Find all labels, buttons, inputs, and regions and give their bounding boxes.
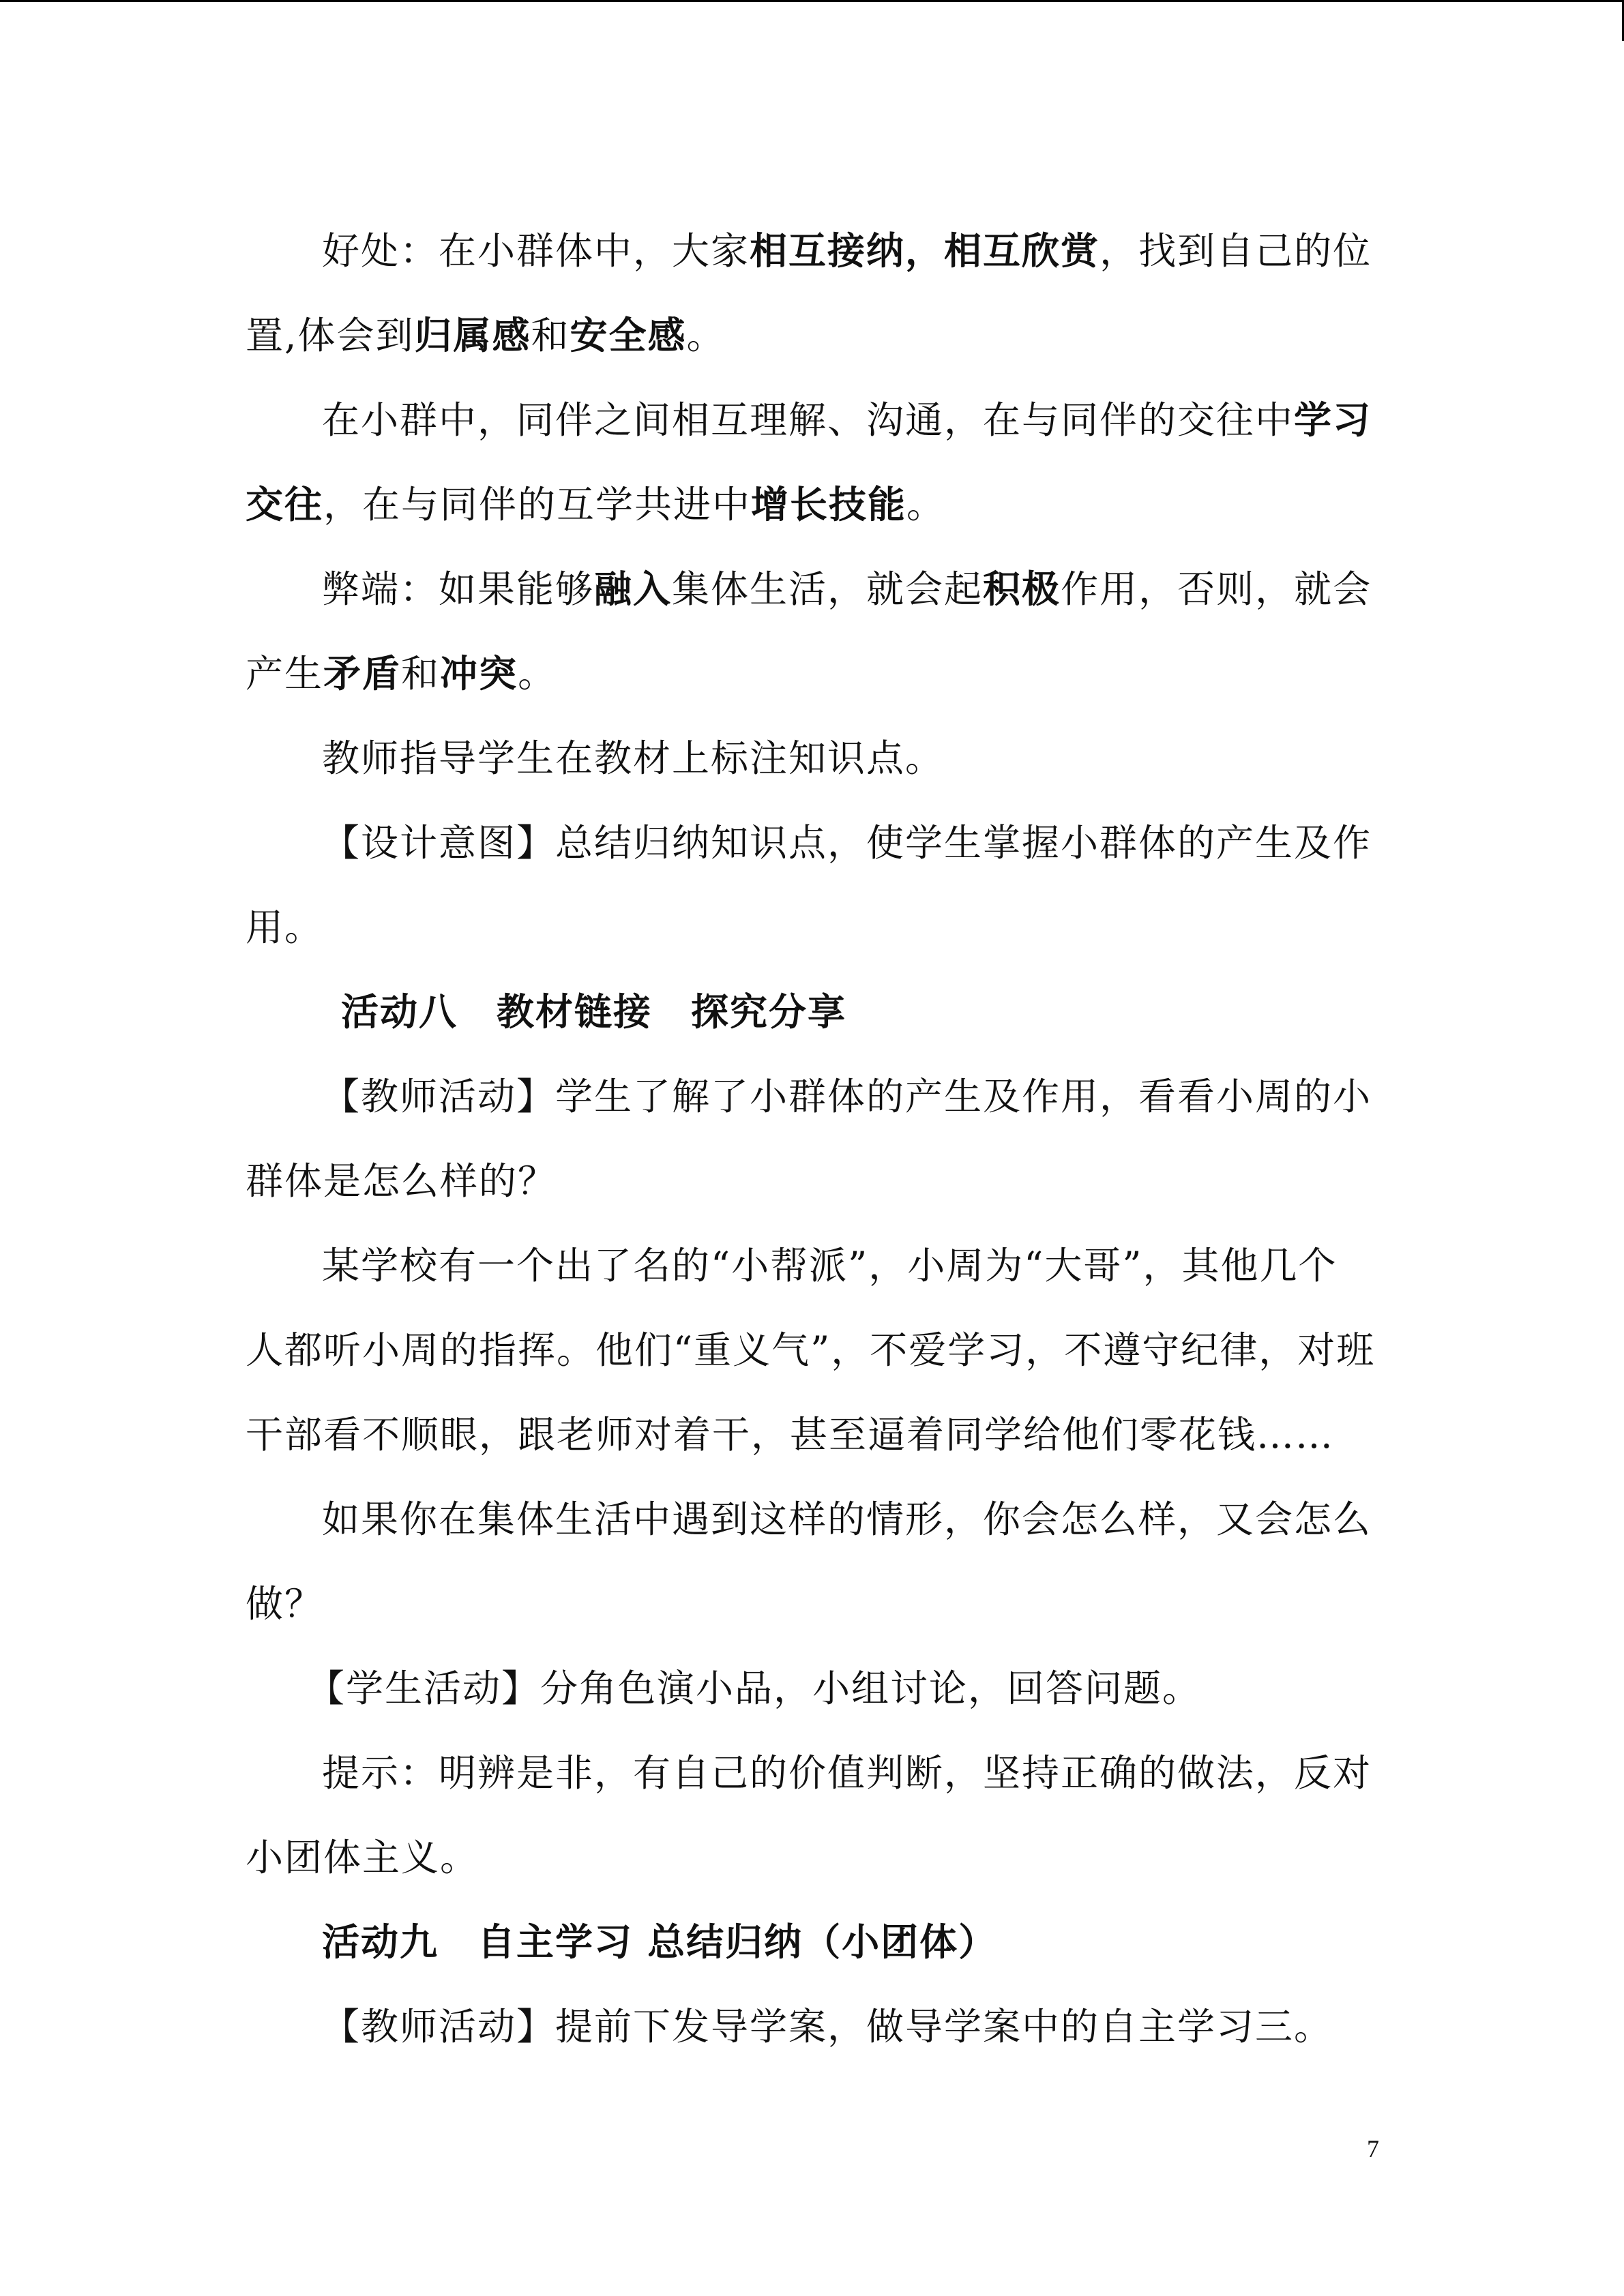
paragraph-hint-line2: 小团体主义。 <box>246 1836 479 1879</box>
bold-term: 安全感 <box>570 313 687 357</box>
text-run: 和 <box>401 652 441 696</box>
paragraph-design-intent-line2: 用。 <box>246 906 324 949</box>
text-run: 和 <box>531 314 570 357</box>
text-run: 作用，否则，就会 <box>1061 567 1372 611</box>
text-run: 置,体会到 <box>246 314 415 357</box>
bold-term: 增长技能 <box>751 482 907 526</box>
paragraph-case-line1: 某学校有一个出了名的“小帮派”，小周为“大哥”，其他几个 <box>322 1244 1338 1287</box>
heading-activity-9: 活动九 自主学习 总结归纳（小团体） <box>322 1920 998 1964</box>
paragraph-case-line2: 人都听小周的指挥。他们“重义气”，不爱学习，不遵守纪律，对班 <box>246 1328 1376 1372</box>
paragraph-peers-line1 <box>246 378 1378 462</box>
paragraph-teacher-guidance: 教师指导学生在教材上标注知识点。 <box>322 736 945 780</box>
bold-term: 积极 <box>983 567 1061 611</box>
bold-term: 交往 <box>246 482 324 526</box>
bold-term: 相互接纳 <box>750 228 906 273</box>
paragraph-benefits-line2 <box>246 293 1378 378</box>
text-run: 产生 <box>246 652 324 696</box>
text-run: ，在与同伴的互学共进中 <box>323 483 752 526</box>
paragraph-drawbacks-line2 <box>246 631 1378 716</box>
paragraph-teacher-activity-line1: 【教师活动】学生了解了小群体的产生及作用，看看小周的小 <box>322 1075 1372 1118</box>
text-run: 。 <box>906 483 946 526</box>
page-top-border <box>0 0 1624 2</box>
text-run: 集体生活，就会起 <box>672 567 984 611</box>
text-run: 弊端：如果能够 <box>322 567 595 611</box>
paragraph-question-line1: 如果你在集体生活中遇到这样的情形，你会怎么样，又会怎么 <box>322 1497 1372 1541</box>
heading-activity-8: 活动八 教材链接 探究分享 <box>341 989 847 1034</box>
bold-punct: ， <box>905 228 945 273</box>
paragraph-question-line2: 做？ <box>246 1582 324 1626</box>
paragraph-student-activity: 【学生活动】分角色演小品，小组讨论，回答问题。 <box>307 1667 1202 1710</box>
bold-term: 学习 <box>1294 398 1372 442</box>
bold-term: 融入 <box>594 567 673 611</box>
document-body <box>246 209 1378 2069</box>
paragraph-hint-line1: 提示：明辨是非，有自己的价值判断，坚持正确的做法，反对 <box>322 1751 1372 1795</box>
bold-term: 相互欣赏 <box>944 228 1100 273</box>
bold-term: 冲突 <box>440 651 518 696</box>
paragraph-design-intent-line1: 【设计意图】总结归纳知识点，使学生掌握小群体的产生及作 <box>322 821 1372 865</box>
text-run: 好处：在小群体中，大家 <box>322 229 750 273</box>
paragraph-drawbacks-line1 <box>246 547 1378 631</box>
paragraph-teacher-activity-2: 【教师活动】提前下发导学案，做导学案中的自主学习三。 <box>322 2005 1333 2048</box>
paragraph-teacher-activity-line2: 群体是怎么样的？ <box>246 1159 557 1203</box>
page-number: 7 <box>1367 2135 1379 2162</box>
paragraph-case-line3: 干部看不顺眼，跟老师对着干，甚至逼着同学给他们零花钱…… <box>246 1413 1335 1457</box>
paragraph-benefits-line1 <box>246 209 1378 293</box>
bold-term: 归属感 <box>414 313 531 357</box>
paragraph-peers-line2 <box>246 462 1378 547</box>
text-run: 。 <box>518 652 557 696</box>
text-run: 在小群中，同伴之间相互理解、沟通，在与同伴的交往中 <box>322 398 1295 442</box>
text-run: 。 <box>686 314 726 357</box>
text-run: ，找到自己的位 <box>1099 229 1372 273</box>
bold-term: 矛盾 <box>323 651 402 696</box>
